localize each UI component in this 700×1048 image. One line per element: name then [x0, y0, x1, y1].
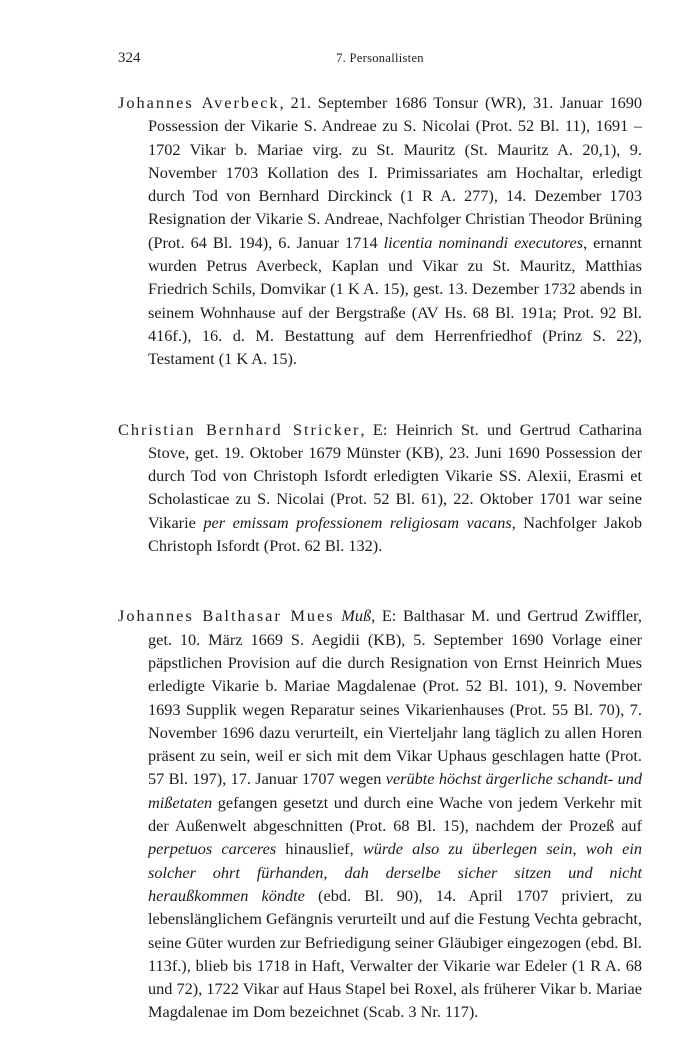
entry-latin-quote: licentia nominandi executores [383, 232, 584, 252]
entry-text: , Nachfolger Jakob Christoph Isfordt (Prot. 62 Bl. 132). [148, 512, 642, 556]
entry-mues [118, 604, 642, 1023]
entry-text: gefangen gesetzt und durch eine Wache von jedem Verkehr mit der Außenwelt abgeschnitten (Prot. 68 Bl. 15), nachdem der Prozeß auf [148, 792, 642, 836]
entry-text: hinauslief, [276, 839, 363, 859]
entry-latin-quote: perpetuos carceres [148, 839, 277, 859]
entry-list [118, 91, 642, 1024]
entry-stricker [118, 418, 642, 558]
entry-quote: würde also zu überlegen sein, woh ein solcher ohrt fürhanden, dah derselbe sicher sitzen und nicht heraußkommen köndte [148, 839, 642, 905]
entry-quote: verübte höchst ärgerliche schandt- und mißetaten [148, 769, 642, 812]
entry-name: Johannes Averbeck [118, 93, 280, 112]
entry-latin-quote: per emissam professionem religiosam vacans [203, 512, 512, 532]
entry-name: Johannes Balthasar Mues [118, 606, 335, 626]
entry-text: , 21. September 1686 Tonsur (WR), 31. Januar 1690 Possession der Vikarie S. Andreae zu S. Nicolai (Prot. 52 Bl. 11), 1691 – 1702 Vikar b. Mariae virg. zu St. Mauritz (St. Mauritz A. 20,1), 9. November 1703 Kollation des I. Primissariates am Hochaltar, erledigt durch Tod von Bernhard Dirckinck (1 R A. 277), 14. Dezember 1703 Resignation der Vikarie S. Andreae, Nachfolger Christian Theodor Brüning (Prot. 64 Bl. 194), 6. Januar 1714 [148, 93, 642, 252]
page-number: 324 [118, 50, 141, 66]
entry-text: , E: Balthasar M. und Gertrud Zwiffler, get. 10. März 1669 S. Aegidii (KB), 5. September 1690 Vorlage einer päpstlichen Provision auf die durch Resignation von Ernst Heinrich Mues erledigte Vikarie b. Mariae Magdalenae (Prot. 52 Bl. 101), 9. November 1693 Supplik wegen Reparatur seines Vikarienhauses (Prot. 55 Bl. 70), 7. November 1696 dazu verurteilt, ein Vierteljahr lang täglich zu allen Horen präsent zu sein, weil er sich mit dem Vikar Uphaus geschlagen hatte (Prot. 57 Bl. 197), 17. Januar 1707 wegen [148, 606, 642, 789]
entry-averbeck [118, 91, 642, 371]
running-head: 7. Personallisten [336, 51, 424, 65]
entry-name-variant: Muß [341, 606, 372, 626]
entry-text: (ebd. Bl. 90), 14. April 1707 priviert, zu lebenslänglichem Gefängnis verurteilt und auf die Festung Vechta gebracht, seine Güter wurden zur Befriedigung seiner Gläubiger eingezogen (ebd. Bl. 113f.), blieb bis 1718 in Haft, Verwalter der Vikarie war Edeler (1 R A. 68 und 72), 1722 Vikar auf Haus Stapel bei Roxel, als früherer Vikar b. Mariae Magdalenae im Dom bezeichnet (Scab. 3 Nr. 117). [148, 885, 643, 1022]
entry-text: , E: Heinrich St. und Gertrud Catharina Stove, get. 19. Oktober 1679 Münster (KB), 23. Juni 1690 Possession der durch Tod von Christoph Isfordt erledigten Vikarie SS. Alexii, Erasmi et Scholasticae zu S. Nicolai (Prot. 52 Bl. 61), 22. Oktober 1701 war seine Vikarie [148, 419, 642, 532]
entry-text: , ernannt wurden Petrus Averbeck, Kaplan und Vikar zu St. Mauritz, Matthias Friedrich Schils, Domvikar (1 K A. 15), gest. 13. Dezember 1732 abends in seinem Wohnhause auf der Bergstraße (AV Hs. 68 Bl. 191a; Prot. 92 Bl. 416f.), 16. d. M. Bestattung auf dem Herrenfriedhof (Prinz S. 22), Testament (1 K A. 15). [148, 232, 642, 369]
page-header [118, 50, 642, 72]
entry-name: Christian Bernhard Stricker [118, 419, 361, 439]
